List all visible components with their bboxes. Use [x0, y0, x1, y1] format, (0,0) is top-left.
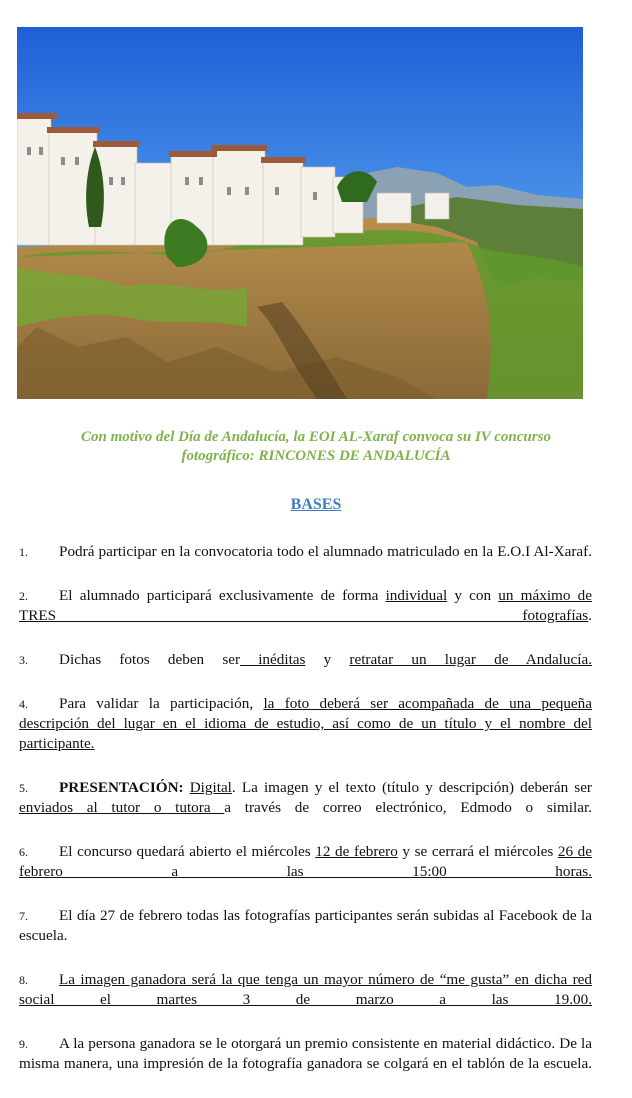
intro-heading	[20, 428, 612, 466]
rule-text: . La imagen y el texto (título y descripción) deberán ser	[231, 779, 592, 796]
rule-8	[19, 970, 592, 1030]
rule-text: El día 27 de febrero todas las fotografías participantes serán subidas al Facebook de la escuela.	[19, 907, 592, 944]
rule-text-underlined: La imagen ganadora será la que tenga un mayor número de “me gusta” en dicha red social el martes 3 de marzo a las 19.00.	[19, 971, 592, 1008]
rule-text: a través de correo electrónico, Edmodo o similar.	[224, 799, 592, 816]
rule-3	[19, 650, 592, 690]
rule-number: 1.	[19, 545, 28, 559]
rule-text: Para validar la participación,	[59, 695, 264, 712]
rule-text: .	[588, 607, 592, 624]
rule-text: y con	[447, 587, 499, 604]
rule-text-underlined: Digital	[189, 779, 232, 796]
intro-line-1: Con motivo del Día de Andalucía, la EOI AL-Xaraf convoca su IV concurso	[81, 429, 551, 445]
rule-number: 8.	[19, 973, 28, 987]
rule-number: 4.	[19, 697, 28, 711]
rule-6	[19, 842, 592, 902]
rule-text-underlined: un máximo de TRES fotografías	[19, 587, 592, 624]
rule-text-underlined: 26 de febrero a las 15:00 horas.	[19, 843, 592, 880]
rule-number: 5.	[19, 781, 28, 795]
rule-4	[19, 694, 592, 774]
rule-text: El concurso quedará abierto el miércoles	[59, 843, 316, 860]
rule-text: y se cerrará el miércoles	[397, 843, 558, 860]
rule-text: y	[305, 651, 350, 668]
rule-text: El alumnado participará exclusivamente de forma	[59, 587, 386, 604]
rule-2	[19, 586, 592, 646]
rule-number: 2.	[19, 589, 28, 603]
rule-text-underlined: individual	[385, 587, 448, 604]
rule-number: 9.	[19, 1037, 28, 1051]
rule-number: 7.	[19, 909, 28, 923]
rule-text: A la persona ganadora se le otorgará un premio consistente en material didáctico. De la misma manera, una impresión de la fotografía ganadora se colgará en el tablón de la escuela.	[19, 1035, 592, 1072]
rule-text: Podrá participar en la convocatoria todo el alumnado matriculado en la E.O.I Al-Xaraf.	[59, 543, 592, 560]
rule-text-bold: PRESENTACIÓN:	[59, 779, 184, 796]
rule-5	[19, 778, 592, 838]
rule-number: 3.	[19, 653, 28, 667]
bases-title: BASES	[290, 496, 342, 513]
rule-9	[19, 1034, 592, 1094]
rule-text-underlined: retratar un lugar de Andalucía.	[349, 651, 592, 668]
rules-list	[19, 542, 592, 1098]
rule-text: Dichas fotos deben ser	[59, 651, 241, 668]
rule-text-underlined: la foto deberá ser acompañada de una pequeña descripción del lugar en el idioma de estudio, así como de un título y el nombre del participante.	[19, 695, 593, 752]
rule-7	[19, 906, 592, 966]
rule-text-underlined: 12 de febrero	[315, 843, 398, 860]
rule-text-underlined: enviados al tutor o tutora	[19, 799, 225, 816]
intro-line-2: fotográfico: RINCONES DE ANDALUCÍA	[181, 448, 451, 464]
rule-1	[19, 542, 592, 582]
rule-number: 6.	[19, 845, 28, 859]
header-photo	[17, 27, 583, 399]
rule-text-underlined: inéditas	[240, 651, 306, 668]
